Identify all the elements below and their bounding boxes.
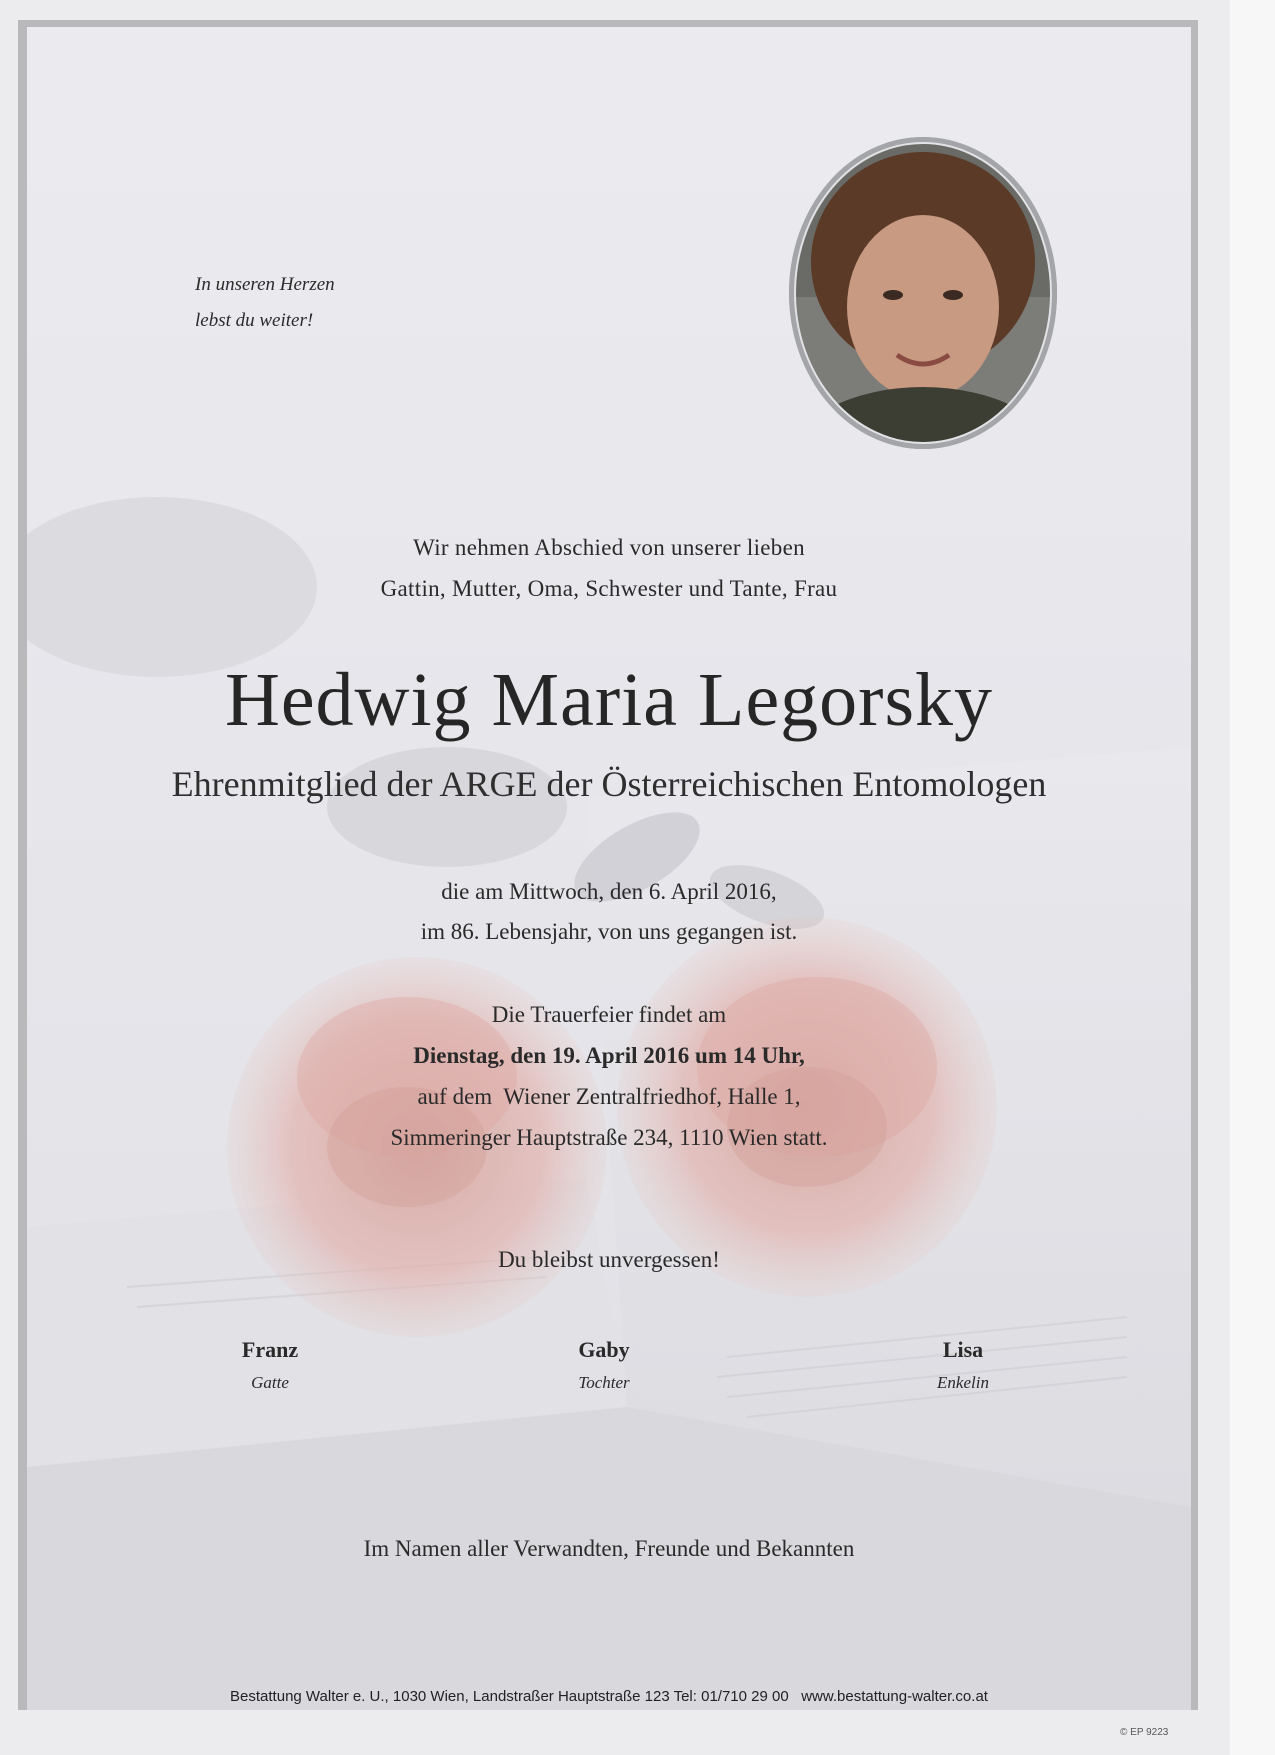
mourner-relation: Tochter	[578, 1373, 630, 1392]
mourner-name: Gaby	[578, 1337, 630, 1362]
funeral-location: auf dem Wiener Zentralfriedhof, Halle 1,	[417, 1084, 801, 1109]
portrait-photo	[789, 137, 1057, 449]
obituary-card	[27, 27, 1191, 1710]
funeral-home-footer: Bestattung Walter e. U., 1030 Wien, Landstraßer Hauptstraße 123 Tel: 01/710 29 00 www.bestattung-walter.co.at	[230, 1688, 988, 1705]
mourner-gaby	[504, 1333, 704, 1399]
death-line-1: die am Mittwoch, den 6. April 2016,	[441, 879, 777, 904]
mourner-franz	[170, 1333, 370, 1399]
portrait-photo-icon	[789, 137, 1057, 449]
motto	[195, 267, 495, 339]
mourner-name: Lisa	[942, 1337, 984, 1362]
mourner-lisa	[863, 1333, 1063, 1399]
deceased-name: Hedwig Maria Legorsky	[224, 658, 994, 742]
scan-margin	[1230, 0, 1275, 1755]
intro-line-1: Wir nehmen Abschied von unserer lieben	[413, 535, 805, 560]
mourner-relation: Enkelin	[937, 1373, 989, 1392]
motto-line-1: In unseren Herzen	[195, 274, 335, 295]
intro-line-2: Gattin, Mutter, Oma, Schwester und Tante, Frau	[380, 576, 838, 601]
funeral-details	[27, 994, 1191, 1158]
closing-text: Im Namen aller Verwandten, Freunde und Bekannten	[363, 1536, 855, 1561]
funeral-date: Dienstag, den 19. April 2016 um 14 Uhr,	[413, 1043, 805, 1068]
document-code: © EP 9223	[1120, 1727, 1169, 1738]
death-line-2: im 86. Lebensjahr, von uns gegangen ist.	[420, 919, 798, 944]
deceased-honor: Ehrenmitglied der ARGE der Österreichischen Entomologen	[171, 764, 1047, 804]
intro-text	[27, 527, 1191, 609]
funeral-address: Simmeringer Hauptstraße 234, 1110 Wien statt.	[390, 1125, 828, 1150]
motto-line-2: lebst du weiter!	[195, 310, 314, 331]
farewell-text: Du bleibst unvergessen!	[498, 1247, 720, 1272]
mourner-relation: Gatte	[251, 1373, 289, 1392]
death-notice	[27, 872, 1191, 952]
mourner-name: Franz	[241, 1337, 299, 1362]
funeral-line-1: Die Trauerfeier findet am	[491, 1002, 727, 1027]
